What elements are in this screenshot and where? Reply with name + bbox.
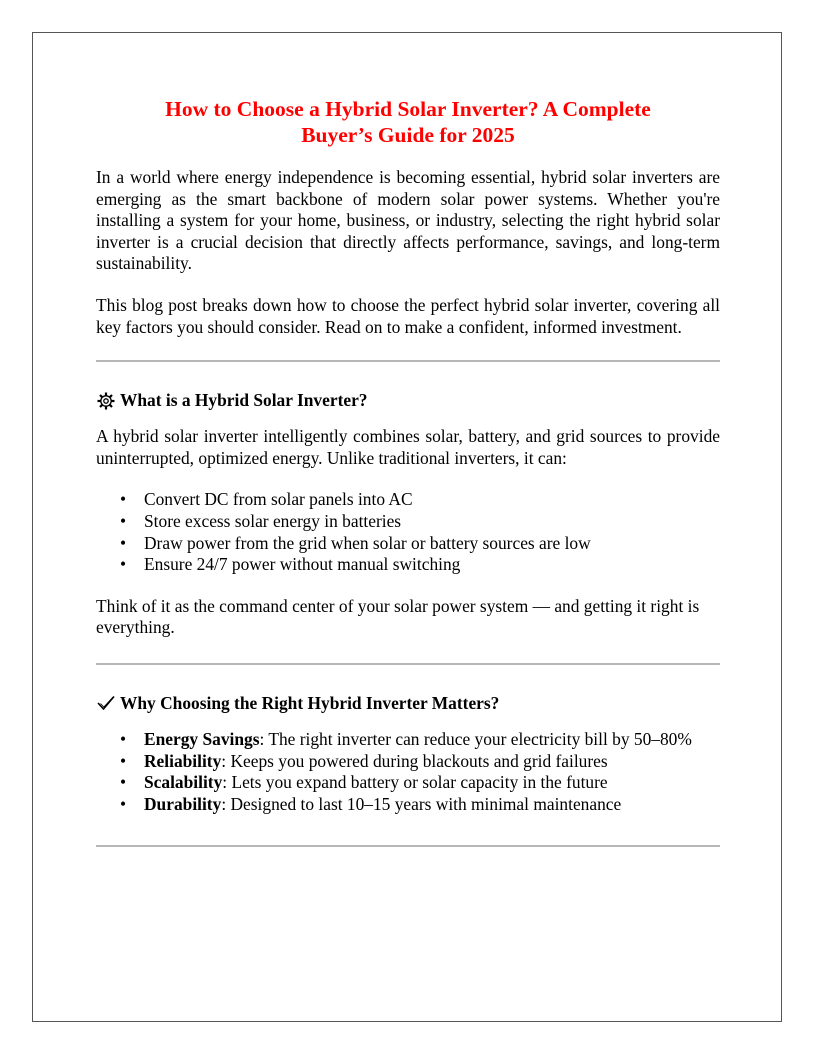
benefit-text: : Designed to last 10–15 years with minimal maintenance: [221, 793, 622, 814]
check-icon: [96, 693, 116, 713]
list-item: [144, 772, 720, 794]
divider: [96, 663, 720, 665]
page-title: How to Choose a Hybrid Solar Inverter? A Complete Buyer’s Guide for 2025: [165, 97, 651, 147]
benefit-term: Energy Savings: [144, 728, 260, 749]
divider: [96, 360, 720, 362]
divider: [96, 845, 720, 847]
section-heading-what-is: [96, 390, 720, 411]
section-heading-text: Why Choosing the Right Hybrid Inverter Matters?: [120, 692, 500, 713]
feature-list: [96, 489, 720, 575]
intro-paragraph-2: This blog post breaks down how to choose the perfect hybrid solar inverter, covering all key factors you should consider. Read on to make a confident, informed investment.: [96, 294, 720, 337]
list-item: • Store excess solar energy in batteries: [144, 511, 720, 533]
list-item: • Ensure 24/7 power without manual switching: [144, 554, 720, 576]
benefit-text: : Keeps you powered during blackouts and grid failures: [221, 750, 608, 771]
document-body: [96, 96, 720, 847]
benefit-term: Durability: [144, 793, 222, 814]
list-item: • Draw power from the grid when solar or battery sources are low: [144, 533, 720, 555]
intro-paragraph-1: In a world where energy independence is becoming essential, hybrid solar inverters are emerging as the smart backbone of modern solar power systems. Whether you're installing a system for your home, business, or industry, selecting the right hybrid solar inverter is a crucial decision that directly affects performance, savings, and long-term sustainability.: [96, 167, 720, 274]
section-heading-text: What is a Hybrid Solar Inverter?: [120, 390, 368, 411]
gear-icon: [96, 391, 116, 411]
section1-closing: Think of it as the command center of your solar power system — and getting it right is everything.: [96, 595, 700, 638]
benefit-text: : Lets you expand battery or solar capacity in the future: [222, 772, 608, 793]
list-item: • Convert DC from solar panels into AC: [144, 489, 720, 511]
list-item: [144, 794, 720, 816]
benefits-list: [96, 729, 720, 815]
benefit-text: : The right inverter can reduce your electricity bill by 50–80%: [259, 728, 692, 749]
section-heading-why-matters: [96, 693, 720, 714]
section1-paragraph: A hybrid solar inverter intelligently combines solar, battery, and grid sources to provide uninterrupted, optimized energy. Unlike traditional inverters, it can:: [96, 426, 720, 468]
list-item: [144, 751, 720, 773]
benefit-term: Scalability: [144, 772, 223, 793]
benefit-term: Reliability: [144, 750, 222, 771]
list-item: [144, 729, 720, 751]
